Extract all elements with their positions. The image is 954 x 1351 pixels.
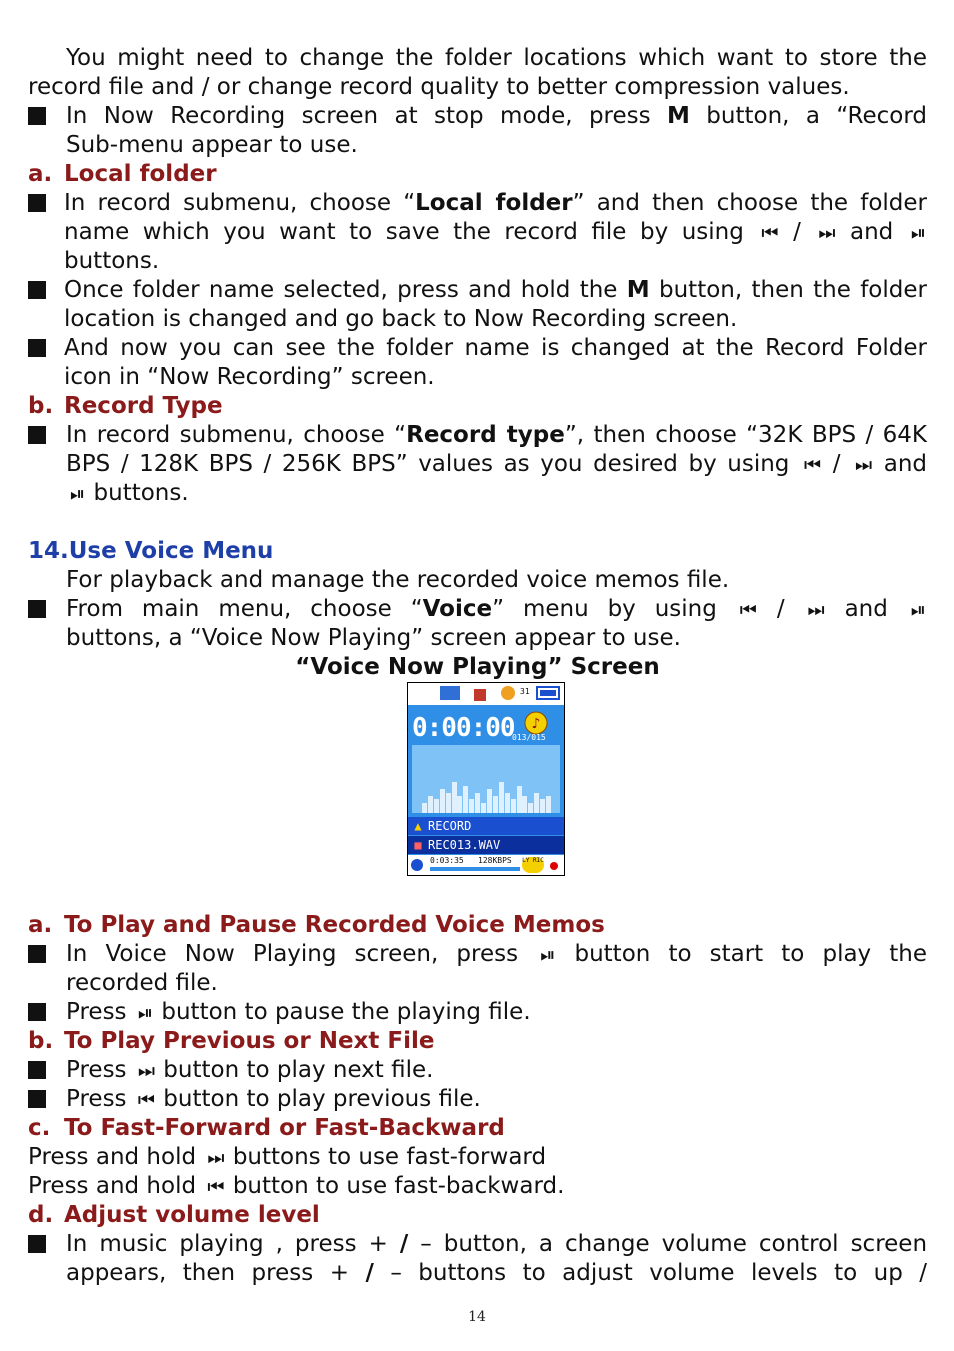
spectrum-bar bbox=[469, 799, 474, 813]
device-volume-number: 31 bbox=[520, 687, 530, 696]
play-pause-icon: ⏯ bbox=[70, 483, 83, 505]
wav-file-icon: ■ bbox=[414, 838, 422, 852]
bullet-start-play: In Voice Now Playing screen, press ⏯ button to start to play the recorded file. bbox=[28, 940, 927, 998]
section-heading-local-folder: a. Local folder bbox=[28, 161, 217, 187]
play-pause-icon: ⏯ bbox=[910, 222, 924, 244]
section-heading-prev-next: b. To Play Previous or Next File bbox=[28, 1028, 435, 1054]
spectrum-bar bbox=[517, 786, 522, 813]
fast-backward-line: Press and hold ⏮ button to use fast-backward. bbox=[28, 1172, 927, 1201]
svg-text:♪: ♪ bbox=[531, 716, 541, 732]
bullet-folder-changed: And now you can see the folder name is changed at the Record Folder icon in “Now Recording” screen. bbox=[28, 334, 927, 392]
spectrum-bar bbox=[546, 796, 551, 813]
spectrum-bar bbox=[475, 793, 480, 813]
bullet-square-icon bbox=[28, 1235, 46, 1253]
device-elapsed-time: 0:03:35 bbox=[430, 856, 464, 865]
spectrum-bar bbox=[434, 799, 439, 813]
bullet-voice-from-main-menu: From main menu, choose “Voice” menu by using ⏮ / ⏭ and ⏯ buttons, a “Voice Now Playing” screen appear to use. bbox=[28, 595, 927, 653]
page-number: 14 bbox=[468, 1309, 486, 1325]
bullet-square-icon bbox=[28, 107, 46, 125]
section-heading-record-type: b. Record Type bbox=[28, 393, 223, 419]
bullet-volume: In music playing , press + / – button, a change volume control screen appears, then press + / – buttons to adjust volume levels to up / bbox=[28, 1230, 927, 1288]
spectrum-bar bbox=[487, 789, 492, 813]
play-pause-icon: ⏯ bbox=[540, 944, 553, 966]
next-icon: ⏭ bbox=[807, 599, 822, 621]
figure-caption: “Voice Now Playing” Screen bbox=[295, 654, 660, 680]
prev-icon: ⏮ bbox=[761, 222, 776, 244]
bullet-line: In Now Recording screen at stop mode, press M button, a “Record bbox=[66, 103, 928, 129]
bullet-square-icon bbox=[28, 339, 46, 357]
section-heading-voice-menu: 14.Use Voice Menu bbox=[28, 538, 274, 564]
spectrum-bar bbox=[528, 803, 533, 813]
next-icon: ⏭ bbox=[818, 222, 833, 244]
spectrum-bar bbox=[463, 786, 468, 813]
device-status-icons bbox=[408, 683, 564, 705]
minus-icon: – bbox=[420, 1231, 432, 1257]
document-page-lower bbox=[28, 911, 927, 1288]
record-indicator-icon bbox=[550, 862, 558, 870]
bullet-next-file: Press ⏭ button to play next file. bbox=[28, 1056, 927, 1085]
bullet-line: Sub-menu appear to use. bbox=[66, 132, 358, 158]
section-heading-play-pause: a. To Play and Pause Recorded Voice Memos bbox=[28, 912, 605, 938]
bullet-previous-file: Press ⏮ button to play previous file. bbox=[28, 1085, 927, 1114]
plus-icon: + bbox=[368, 1231, 388, 1257]
bullet-choose-record-type: In record submenu, choose “Record type”, then choose “32K BPS / 64K BPS / 128K BPS / 256K BPS” values as you desired by using ⏮ / ⏭ and ⏯ buttons. bbox=[28, 421, 927, 508]
bullet-square-icon bbox=[28, 1090, 46, 1108]
device-bottom-bar bbox=[408, 855, 564, 875]
device-spectrum-bars bbox=[422, 779, 552, 813]
record-source-icon bbox=[474, 689, 486, 701]
spectrum-bar bbox=[499, 782, 504, 813]
device-progress-bar bbox=[430, 867, 520, 871]
next-icon: ⏭ bbox=[207, 1147, 222, 1169]
device-folder-row: ▲ RECORD bbox=[408, 817, 564, 835]
spectrum-bar bbox=[511, 799, 516, 813]
intro-line-1: You might need to change the folder locations which want to store the bbox=[66, 45, 927, 71]
section-heading-fast-forward: c. To Fast-Forward or Fast-Backward bbox=[28, 1115, 505, 1141]
spectrum-bar bbox=[446, 793, 451, 813]
bullet-record-submenu bbox=[28, 102, 927, 160]
spectrum-bar bbox=[505, 793, 510, 813]
spectrum-bar bbox=[428, 796, 433, 813]
play-pause-icon: ⏯ bbox=[137, 1002, 151, 1024]
document-page bbox=[28, 44, 927, 682]
next-icon: ⏭ bbox=[137, 1060, 152, 1082]
bullet-square-icon bbox=[28, 426, 46, 444]
eq-mode-icon bbox=[440, 686, 460, 700]
device-file-row: ■ REC013.WAV bbox=[408, 836, 564, 854]
spectrum-bar bbox=[493, 796, 498, 813]
spectrum-bar bbox=[452, 782, 457, 813]
spectrum-bar bbox=[440, 789, 445, 813]
minus-icon: – bbox=[390, 1260, 402, 1286]
repeat-icon bbox=[501, 686, 515, 700]
spectrum-bar bbox=[481, 803, 486, 813]
spectrum-bar bbox=[522, 796, 527, 813]
device-status-bar bbox=[408, 683, 564, 705]
fast-forward-line: Press and hold ⏭ buttons to use fast-forward bbox=[28, 1143, 927, 1172]
bullet-pause: Press ⏯ button to pause the playing file. bbox=[28, 998, 927, 1027]
plus-icon: + bbox=[329, 1260, 349, 1286]
bullet-choose-local-folder: In record submenu, choose “Local folder” and then choose the folder name which you want to save the record file by using ⏮ / ⏭ and ⏯ buttons. bbox=[28, 189, 927, 276]
prev-icon: ⏮ bbox=[207, 1176, 222, 1198]
next-icon: ⏭ bbox=[855, 454, 870, 476]
pause-icon bbox=[411, 859, 423, 871]
prev-icon: ⏮ bbox=[739, 599, 754, 621]
spectrum-bar bbox=[457, 796, 462, 813]
intro-line-2: record file and / or change record quality to better compression values. bbox=[28, 74, 850, 100]
bullet-square-icon bbox=[28, 1061, 46, 1079]
voice-now-playing-screen-image bbox=[407, 682, 565, 876]
spectrum-bar bbox=[540, 799, 545, 813]
lyric-badge: LY RIC bbox=[522, 857, 544, 873]
device-bitrate: 128KBPS bbox=[478, 856, 512, 865]
device-time-readout: 0:00:00 bbox=[412, 713, 515, 743]
device-track-count: 013/015 bbox=[512, 733, 546, 742]
voice-menu-description: For playback and manage the recorded voice memos file. bbox=[66, 567, 730, 593]
spectrum-bar bbox=[534, 793, 539, 813]
bullet-square-icon bbox=[28, 600, 46, 618]
bullet-square-icon bbox=[28, 945, 46, 963]
spectrum-bar bbox=[422, 803, 427, 813]
bullet-square-icon bbox=[28, 194, 46, 212]
prev-icon: ⏮ bbox=[137, 1089, 152, 1111]
play-pause-icon: ⏯ bbox=[910, 599, 923, 621]
bullet-hold-m: Once folder name selected, press and hold the M button, then the folder location is changed and go back to Now Recording screen. bbox=[28, 276, 927, 334]
bullet-square-icon bbox=[28, 1003, 46, 1021]
section-heading-volume: d. Adjust volume level bbox=[28, 1202, 320, 1228]
folder-icon: ▲ bbox=[414, 819, 422, 833]
prev-icon: ⏮ bbox=[804, 454, 819, 476]
bullet-square-icon bbox=[28, 281, 46, 299]
